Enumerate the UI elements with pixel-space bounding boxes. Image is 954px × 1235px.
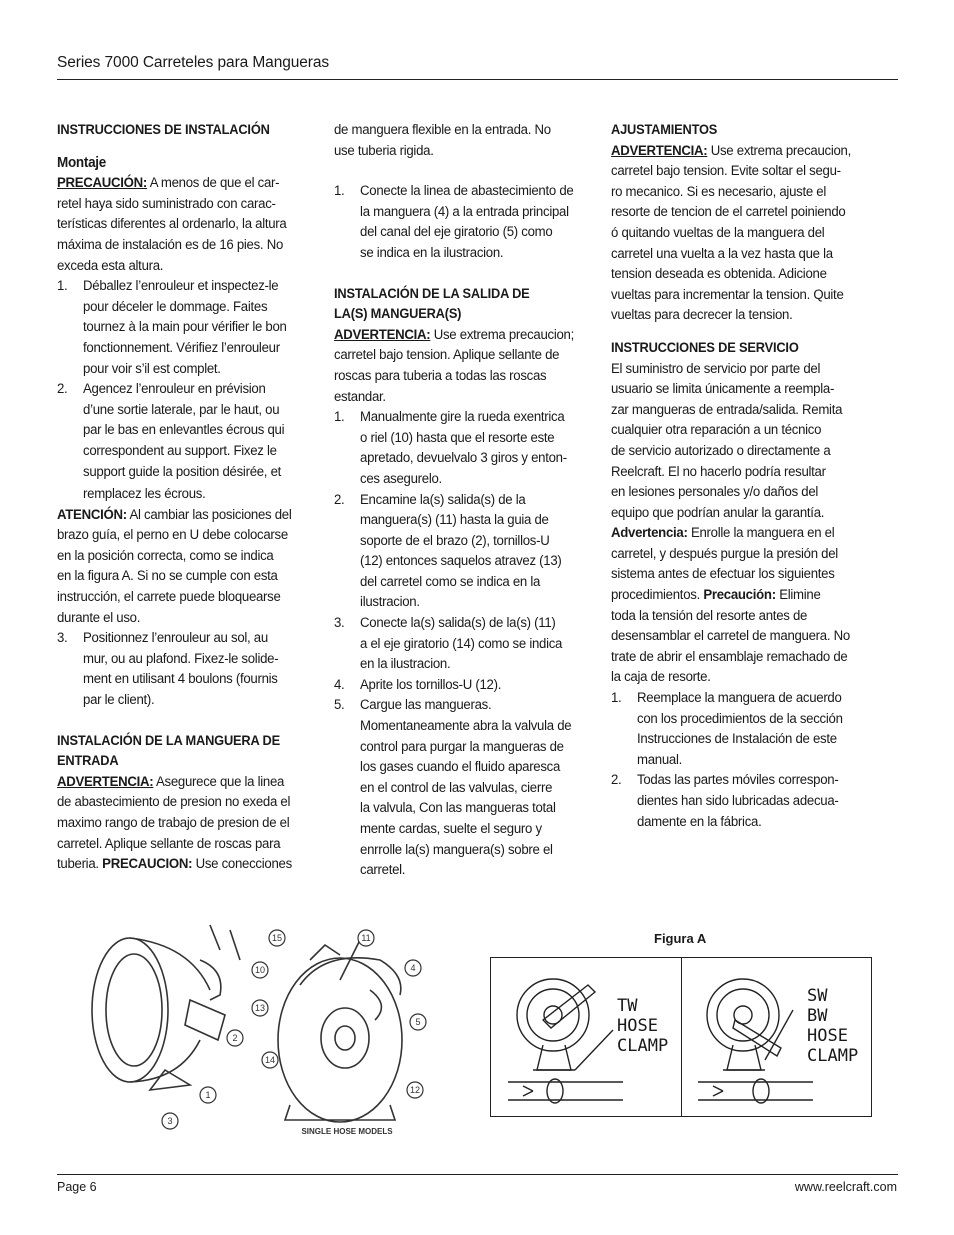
advertencia2-line: [611, 585, 870, 606]
list-line: ment en utilisant 4 boulons (fournis: [83, 671, 278, 688]
list-line: Conecte la(s) salida(s) de la(s) (11): [360, 615, 556, 632]
precaucion-line: la caja de resorte.: [611, 669, 711, 686]
callout-label: 3: [167, 1116, 173, 1126]
list-line: soporte de el brazo (2), tornillos-U: [360, 532, 550, 549]
advertencia-label: ADVERTENCIA:: [334, 326, 431, 343]
list-number: 5.: [334, 697, 345, 714]
header-rule: [57, 79, 898, 80]
list-line: Aprite los tornillos-U (12).: [360, 676, 502, 693]
list-line: apretado, devuelvalo 3 giros y enton-: [360, 450, 567, 467]
advertencia-line: ro mecanico. Si es necesario, ajuste el: [611, 183, 827, 200]
list-item: [334, 613, 593, 675]
callout-label: 11: [361, 933, 371, 943]
list-line: Encamine la(s) salida(s) de la: [360, 491, 526, 508]
advertencia2-paragraph: [611, 523, 870, 544]
callout-label: 2: [232, 1033, 238, 1043]
advertencia-line: carretel una vuelta a la vez hasta que la: [611, 245, 833, 262]
advertencia-line: ó quitando vueltas de la manguera del: [611, 224, 825, 241]
list-line: Instrucciones de Instalación de este: [637, 731, 837, 748]
list-line: manual.: [637, 751, 683, 768]
service-line: equipo que podrían anular la garantía.: [611, 504, 825, 521]
precaucion-paragraph: [57, 173, 316, 194]
list-line: pour déceler le dommage. Faites: [83, 298, 268, 315]
list-line: Cargue las mangueras.: [360, 697, 492, 714]
atencion-line: Al cambiar las posiciones del: [126, 506, 292, 523]
callout-label: 13: [254, 1003, 266, 1013]
installation-heading: INSTRUCCIONES DE INSTALACIÓN: [57, 122, 270, 137]
service-line: El suministro de servicio por parte del: [611, 360, 821, 377]
advertencia-line: roscas para tuberia a todas las roscas: [334, 367, 547, 384]
atencion-line: durante el uso.: [57, 609, 141, 626]
list-number: 2.: [57, 381, 68, 398]
advertencia-line: [57, 854, 316, 875]
page-number: Page 6: [57, 1180, 97, 1194]
precaucion-label: Precaución:: [703, 587, 776, 604]
advertencia-line: vueltas para incrementar la tension. Quite: [611, 286, 844, 303]
advertencia-paragraph: [334, 325, 593, 346]
list-line: Manualmente gire la rueda exentrica: [360, 409, 565, 426]
advertencia2-line: Enrolle la manguera en el: [687, 525, 835, 542]
list-line: dientes han sido lubricadas adecua-: [637, 793, 839, 809]
list-line: tournez à la main pour vérifier le bon: [83, 319, 287, 336]
figure-a-title: Figura A: [654, 931, 707, 946]
callout-label: 4: [410, 963, 416, 973]
advertencia-line: Asegurece que la linea: [153, 773, 285, 790]
list-line: con los procedimientos de la sección: [637, 710, 843, 727]
reel-flange-side: [92, 938, 168, 1082]
list-line: par le client).: [83, 692, 155, 709]
advertencia2-line: sistema antes de efectuar los siguientes: [611, 566, 835, 583]
service-heading: INSTRUCCIONES DE SERVICIO: [611, 339, 799, 355]
list-line: d’une sortie laterale, par le haut, ou: [83, 401, 280, 418]
adjustments-heading: AJUSTAMIENTOS: [611, 122, 718, 137]
callout-label: 10: [254, 965, 266, 975]
inlet-hose-heading: ENTRADA: [57, 753, 119, 769]
advertencia-line: Use extrema precaucion;: [430, 326, 575, 343]
tw-hose-clamp-label: TW HOSE CLAMP: [617, 996, 669, 1056]
page-header-title: Series 7000 Carreteles para Mangueras: [57, 54, 330, 71]
precaucion2-text: Use conecciones: [192, 856, 292, 873]
list-item: [611, 770, 870, 832]
atencion-paragraph: [57, 505, 316, 526]
advertencia-line: carretel. Aplique sellante de roscas para: [57, 835, 281, 852]
advertencia2-line: carretel, y después purgue la presión del: [611, 545, 838, 562]
footer-rule: [57, 1174, 898, 1175]
reel-flange-front: [278, 958, 402, 1122]
list-item: [611, 688, 870, 770]
list-number: 2.: [334, 491, 345, 508]
precaucion-line: A menos de que el car-: [147, 175, 280, 192]
advertencia-line-text: tuberia.: [57, 856, 103, 873]
list-item: [334, 675, 593, 696]
list-item: [57, 276, 316, 379]
advertencia-line: estandar.: [334, 388, 386, 405]
list-line: remplacez les écrous.: [83, 486, 206, 503]
advertencia-line: resorte de tencion de el carretel poiniendo: [611, 204, 846, 221]
advertencia2-line-text: procedimientos.: [611, 587, 704, 604]
advertencia2-label: Advertencia:: [611, 525, 688, 542]
sw-bw-hose-clamp-label: SW BW HOSE CLAMP: [807, 986, 859, 1066]
list-line: support guide la position désirée, et: [83, 463, 282, 480]
list-line: mur, ou au plafond. Fixez-le solide-: [83, 650, 279, 667]
list-item: [57, 628, 316, 710]
list-number: 4.: [334, 676, 345, 693]
advertencia-label: ADVERTENCIA:: [611, 142, 708, 159]
callout-label: 14: [264, 1055, 276, 1065]
advertencia-line: carretel bajo tension. Aplique sellante de: [334, 347, 560, 364]
service-line: usuario se limita únicamente a reempla-: [611, 381, 835, 398]
callout-label: 15: [271, 933, 283, 943]
atencion-line: en la figura A. Si no se cumple con esta: [57, 568, 278, 585]
list-line: enrrolle la(s) manguera(s) sobre el: [360, 841, 553, 858]
advertencia-line: maximo rango de trabajo de presion de el: [57, 815, 290, 831]
precaucion-line: Elimine: [775, 587, 821, 604]
list-line: del carretel como se indica en la: [360, 573, 541, 590]
list-number: 1.: [57, 278, 68, 295]
advertencia-line: de abastecimiento de presion no exeda el: [57, 794, 291, 811]
list-item: [57, 379, 316, 505]
list-item: [334, 490, 593, 614]
outlet-hose-heading: INSTALACIÓN DE LA SALIDA DE: [334, 285, 530, 301]
list-line: en el control de las valvulas, cierre: [360, 779, 553, 796]
list-number: 1.: [334, 183, 345, 200]
advertencia-paragraph: [57, 772, 316, 793]
advertencia-line: carretel bajo tension. Evite soltar el segu-: [611, 163, 841, 180]
precaucion-line: exceda esta altura.: [57, 257, 164, 274]
list-line: los gases cuando el fluido aparesca: [360, 759, 561, 776]
illustration-caption: SINGLE HOSE MODELS: [301, 1127, 393, 1136]
list-line: Reemplace la manguera de acuerdo: [637, 690, 842, 707]
precaucion-label: PRECAUCIÓN:: [57, 175, 148, 192]
list-line: se indica en la ilustracion.: [360, 244, 504, 261]
list-line: en la ilustracion.: [360, 656, 451, 673]
precaucion-line: terísticas diferentes al ordenarlo, la altura: [57, 216, 287, 233]
callout-label: 12: [409, 1085, 421, 1095]
precaucion-line: toda la tensión del resorte antes de: [611, 607, 808, 624]
list-line: Déballez l’enrouleur et inspectez-le: [83, 278, 279, 295]
list-line: del canal del eje giratorio (5) como: [360, 224, 553, 241]
atencion-line: en la posición correcta, como se indica: [57, 547, 274, 564]
advertencia-line: vueltas para decrecer la tension.: [611, 307, 793, 324]
precaucion-line: trate de abrir el ensamblaje remachado de: [611, 648, 848, 665]
atencion-line: brazo guía, el perno en U debe colocarse: [57, 527, 288, 544]
continued-line: de manguera flexible en la entrada. No: [334, 122, 551, 138]
list-item: [334, 407, 593, 489]
precaucion2-label: PRECAUCION:: [102, 856, 193, 873]
list-line: Conecte la linea de abastecimiento de: [360, 183, 574, 200]
callout-label: 5: [415, 1017, 421, 1027]
service-line: zar mangueras de entrada/salida. Remita: [611, 401, 843, 418]
figure-a-divider: [681, 958, 682, 1116]
list-line: carretel.: [360, 862, 406, 879]
precaucion-line: retel haya sido suministrado con carac-: [57, 195, 276, 212]
list-item: [334, 695, 593, 880]
column-2: [334, 120, 593, 881]
list-number: 1.: [334, 409, 345, 426]
inlet-hose-heading: INSTALACIÓN DE LA MANGUERA DE: [57, 732, 280, 748]
column-1: [57, 120, 316, 875]
outlet-hose-heading: LA(S) MANGUERA(S): [334, 306, 462, 322]
atencion-line: instrucción, el carrete puede bloquearse: [57, 589, 281, 606]
callout-label: 1: [205, 1090, 211, 1100]
list-line: fonctionnement. Vérifiez l’enrouleur: [83, 339, 280, 356]
list-line: pour voir s’il est complet.: [83, 360, 221, 377]
list-number: 2.: [611, 772, 622, 789]
precaucion-line: máxima de instalación es de 16 pies. No: [57, 236, 284, 253]
advertencia-paragraph: [611, 141, 870, 162]
list-line: Agencez l’enrouleur en prévision: [83, 381, 266, 398]
list-line: (12) entonces saquelos atravez (13): [360, 553, 562, 570]
list-item: [334, 181, 593, 263]
column-3: [611, 120, 870, 832]
service-line: en lesiones personales y/o daños del: [611, 484, 819, 501]
list-line: o riel (10) hasta que el resorte este: [360, 429, 555, 446]
list-line: manguera(s) (11) hasta la guia de: [360, 512, 549, 529]
list-line: Positionnez l’enrouleur au sol, au: [83, 630, 268, 647]
precaucion-line: desensamblar el carretel de manguera. No: [611, 628, 850, 645]
figure-a-box: [490, 957, 872, 1117]
list-line: la valvula, Con las mangueras total: [360, 800, 556, 817]
list-line: ilustracion.: [360, 594, 420, 611]
service-line: de servicio autorizado o directamente a: [611, 442, 831, 459]
list-line: mente cardas, suelte el seguro y: [360, 821, 542, 837]
list-line: ces asegurelo.: [360, 470, 442, 487]
montaje-subheading: Montaje: [57, 154, 106, 171]
list-number: 1.: [611, 690, 622, 707]
list-line: par le bas en enlevantles écrous qui: [83, 422, 285, 439]
exploded-reel-illustration: [60, 920, 430, 1145]
list-line: damente en la fábrica.: [637, 813, 762, 830]
list-line: correspondent au support. Fixez le: [83, 442, 277, 459]
service-line: Reelcraft. El no hacerlo podría resultar: [611, 463, 826, 480]
advertencia-line: tension deseada es obtenida. Adicione: [611, 266, 827, 283]
list-line: Momentaneamente abra la valvula de: [360, 718, 572, 735]
footer-url[interactable]: www.reelcraft.com: [794, 1180, 897, 1194]
list-line: a el eje giratorio (14) como se indica: [360, 635, 563, 652]
list-number: 3.: [57, 630, 68, 647]
atencion-label: ATENCIÓN:: [57, 506, 127, 523]
list-line: Todas las partes móviles correspon-: [637, 772, 839, 789]
continued-line: use tuberia rigida.: [334, 142, 434, 159]
advertencia-label: ADVERTENCIA:: [57, 773, 154, 790]
list-number: 3.: [334, 615, 345, 632]
service-line: cualquier otra reparación a un técnico: [611, 422, 822, 439]
advertencia-line: Use extrema precaucion,: [707, 142, 852, 159]
list-line: la manguera (4) a la entrada principal: [360, 203, 569, 220]
list-line: control para purgar la mangueras de: [360, 738, 564, 755]
